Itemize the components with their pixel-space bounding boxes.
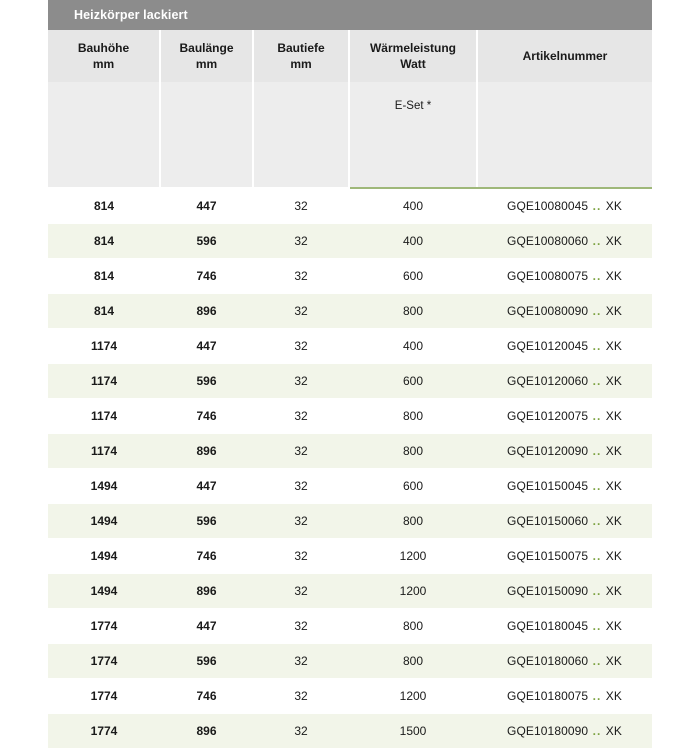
cell-bautiefe: 32 — [253, 259, 349, 294]
table-row — [48, 609, 652, 644]
table-header-row — [48, 30, 652, 82]
table-row — [48, 644, 652, 679]
artikelnummer-placeholder-dots: .. — [592, 654, 602, 669]
artikelnummer-suffix: XK — [605, 444, 622, 459]
cell-waermeleistung: 800 — [349, 504, 477, 539]
cell-baulaenge: 447 — [160, 609, 253, 644]
table-row — [48, 469, 652, 504]
cell-artikelnummer — [477, 539, 652, 574]
cell-bauhoehe: 814 — [48, 294, 160, 329]
cell-bautiefe: 32 — [253, 644, 349, 679]
column-header-artikelnummer-label: Artikelnummer — [522, 49, 608, 64]
cell-artikelnummer — [477, 469, 652, 504]
cell-bautiefe: 32 — [253, 294, 349, 329]
cell-baulaenge: 447 — [160, 188, 253, 224]
artikelnummer-suffix: XK — [605, 339, 622, 354]
cell-baulaenge: 447 — [160, 329, 253, 364]
cell-baulaenge: 596 — [160, 364, 253, 399]
column-header-bautiefe-label: Bautiefe — [277, 41, 325, 55]
table-row — [48, 714, 652, 749]
artikelnummer-placeholder-dots: .. — [592, 339, 602, 354]
artikelnummer-prefix: GQE10120060 — [507, 374, 589, 389]
artikelnummer-prefix: GQE10180045 — [507, 619, 589, 634]
cell-bautiefe: 32 — [253, 329, 349, 364]
cell-bauhoehe: 1494 — [48, 574, 160, 609]
table-row — [48, 434, 652, 469]
artikelnummer-placeholder-dots: .. — [592, 269, 602, 284]
column-header-baulaenge — [160, 30, 253, 82]
artikelnummer-placeholder-dots: .. — [592, 584, 602, 599]
cell-bautiefe: 32 — [253, 539, 349, 574]
artikelnummer-suffix: XK — [605, 654, 622, 669]
cell-bautiefe: 32 — [253, 224, 349, 259]
cell-bautiefe: 32 — [253, 469, 349, 504]
artikelnummer-suffix: XK — [605, 374, 622, 389]
cell-waermeleistung: 400 — [349, 329, 477, 364]
table-row — [48, 294, 652, 329]
cell-waermeleistung: 800 — [349, 644, 477, 679]
cell-bautiefe: 32 — [253, 679, 349, 714]
artikelnummer-suffix: XK — [605, 584, 622, 599]
cell-waermeleistung: 1200 — [349, 539, 477, 574]
cell-artikelnummer — [477, 679, 652, 714]
artikelnummer-prefix: GQE10150075 — [507, 549, 589, 564]
artikelnummer-placeholder-dots: .. — [592, 199, 602, 214]
cell-baulaenge: 746 — [160, 539, 253, 574]
cell-artikelnummer — [477, 574, 652, 609]
artikelnummer-suffix: XK — [605, 409, 622, 424]
cell-waermeleistung: 800 — [349, 399, 477, 434]
column-header-waermeleistung-unit: Watt — [400, 57, 426, 72]
cell-artikelnummer — [477, 504, 652, 539]
subheader-bautiefe — [253, 82, 349, 188]
artikelnummer-prefix: GQE10180060 — [507, 654, 589, 669]
cell-waermeleistung: 600 — [349, 469, 477, 504]
artikelnummer-prefix: GQE10120075 — [507, 409, 589, 424]
artikelnummer-suffix: XK — [605, 514, 622, 529]
cell-bauhoehe: 1774 — [48, 644, 160, 679]
cell-bautiefe: 32 — [253, 188, 349, 224]
column-header-waermeleistung — [349, 30, 477, 82]
cell-artikelnummer — [477, 224, 652, 259]
cell-baulaenge: 746 — [160, 679, 253, 714]
cell-baulaenge: 896 — [160, 714, 253, 749]
cell-bauhoehe: 814 — [48, 259, 160, 294]
radiator-spec-table — [48, 0, 652, 749]
column-header-waermeleistung-label: Wärmeleistung — [369, 41, 456, 55]
column-header-bautiefe — [253, 30, 349, 82]
table-row — [48, 364, 652, 399]
cell-baulaenge: 596 — [160, 504, 253, 539]
cell-waermeleistung: 800 — [349, 434, 477, 469]
cell-bauhoehe: 1174 — [48, 434, 160, 469]
cell-bauhoehe: 1494 — [48, 504, 160, 539]
artikelnummer-prefix: GQE10080060 — [507, 234, 589, 249]
cell-artikelnummer — [477, 609, 652, 644]
cell-artikelnummer — [477, 714, 652, 749]
cell-baulaenge: 896 — [160, 294, 253, 329]
cell-waermeleistung: 800 — [349, 609, 477, 644]
artikelnummer-suffix: XK — [605, 549, 622, 564]
subheader-artikelnummer — [477, 82, 652, 188]
column-header-bauhoehe — [48, 30, 160, 82]
table-row — [48, 679, 652, 714]
cell-artikelnummer — [477, 259, 652, 294]
table-row — [48, 539, 652, 574]
artikelnummer-prefix: GQE10120090 — [507, 444, 589, 459]
table-title-row — [48, 0, 652, 30]
cell-bauhoehe: 1774 — [48, 679, 160, 714]
cell-waermeleistung: 1500 — [349, 714, 477, 749]
column-header-bautiefe-unit: mm — [290, 57, 312, 72]
cell-artikelnummer — [477, 399, 652, 434]
cell-artikelnummer — [477, 329, 652, 364]
artikelnummer-suffix: XK — [605, 724, 622, 739]
cell-artikelnummer — [477, 434, 652, 469]
column-header-baulaenge-unit: mm — [195, 57, 218, 72]
cell-baulaenge: 746 — [160, 399, 253, 434]
artikelnummer-prefix: GQE10150090 — [507, 584, 589, 599]
cell-baulaenge: 746 — [160, 259, 253, 294]
cell-bautiefe: 32 — [253, 714, 349, 749]
cell-artikelnummer — [477, 364, 652, 399]
artikelnummer-suffix: XK — [605, 479, 622, 494]
cell-bautiefe: 32 — [253, 364, 349, 399]
artikelnummer-prefix: GQE10150045 — [507, 479, 589, 494]
artikelnummer-placeholder-dots: .. — [592, 689, 602, 704]
column-header-artikelnummer — [477, 30, 652, 82]
cell-bauhoehe: 1494 — [48, 539, 160, 574]
column-header-bauhoehe-label: Bauhöhe — [77, 41, 130, 55]
table-row — [48, 259, 652, 294]
artikelnummer-prefix: GQE10180075 — [507, 689, 589, 704]
cell-bauhoehe: 1774 — [48, 714, 160, 749]
cell-baulaenge: 896 — [160, 434, 253, 469]
cell-artikelnummer — [477, 294, 652, 329]
artikelnummer-suffix: XK — [605, 269, 622, 284]
table-row — [48, 224, 652, 259]
cell-waermeleistung: 1200 — [349, 679, 477, 714]
cell-baulaenge: 596 — [160, 644, 253, 679]
subheader-baulaenge — [160, 82, 253, 188]
cell-waermeleistung: 600 — [349, 364, 477, 399]
cell-bauhoehe: 1174 — [48, 364, 160, 399]
table-row — [48, 574, 652, 609]
artikelnummer-prefix: GQE10120045 — [507, 339, 589, 354]
cell-bautiefe: 32 — [253, 434, 349, 469]
cell-bauhoehe: 1774 — [48, 609, 160, 644]
artikelnummer-prefix: GQE10180090 — [507, 724, 589, 739]
artikelnummer-prefix: GQE10080090 — [507, 304, 589, 319]
cell-bauhoehe: 1494 — [48, 469, 160, 504]
cell-bautiefe: 32 — [253, 399, 349, 434]
cell-bautiefe: 32 — [253, 504, 349, 539]
artikelnummer-placeholder-dots: .. — [592, 409, 602, 424]
artikelnummer-placeholder-dots: .. — [592, 234, 602, 249]
artikelnummer-placeholder-dots: .. — [592, 374, 602, 389]
artikelnummer-suffix: XK — [605, 619, 622, 634]
cell-bautiefe: 32 — [253, 574, 349, 609]
artikelnummer-suffix: XK — [605, 234, 622, 249]
cell-bautiefe: 32 — [253, 609, 349, 644]
artikelnummer-prefix: GQE10150060 — [507, 514, 589, 529]
cell-waermeleistung: 800 — [349, 294, 477, 329]
cell-baulaenge: 596 — [160, 224, 253, 259]
table-row — [48, 329, 652, 364]
table-row — [48, 188, 652, 224]
cell-waermeleistung: 600 — [349, 259, 477, 294]
cell-bauhoehe: 814 — [48, 188, 160, 224]
artikelnummer-placeholder-dots: .. — [592, 619, 602, 634]
cell-baulaenge: 896 — [160, 574, 253, 609]
artikelnummer-placeholder-dots: .. — [592, 724, 602, 739]
cell-waermeleistung: 400 — [349, 188, 477, 224]
cell-artikelnummer — [477, 188, 652, 224]
subheader-eset: E-Set * — [349, 82, 477, 188]
artikelnummer-suffix: XK — [605, 199, 622, 214]
table-body — [48, 188, 652, 749]
table-row — [48, 504, 652, 539]
cell-waermeleistung: 400 — [349, 224, 477, 259]
cell-waermeleistung: 1200 — [349, 574, 477, 609]
table-title: Heizkörper lackiert — [48, 0, 652, 30]
cell-artikelnummer — [477, 644, 652, 679]
table-subheader-row — [48, 82, 652, 188]
artikelnummer-placeholder-dots: .. — [592, 514, 602, 529]
cell-bauhoehe: 814 — [48, 224, 160, 259]
cell-bauhoehe: 1174 — [48, 399, 160, 434]
artikelnummer-placeholder-dots: .. — [592, 304, 602, 319]
cell-baulaenge: 447 — [160, 469, 253, 504]
artikelnummer-suffix: XK — [605, 304, 622, 319]
artikelnummer-suffix: XK — [605, 689, 622, 704]
column-header-baulaenge-label: Baulänge — [179, 41, 234, 55]
artikelnummer-placeholder-dots: .. — [592, 444, 602, 459]
artikelnummer-prefix: GQE10080075 — [507, 269, 589, 284]
cell-bauhoehe: 1174 — [48, 329, 160, 364]
table-row — [48, 399, 652, 434]
subheader-bauhoehe — [48, 82, 160, 188]
column-header-bauhoehe-unit: mm — [92, 57, 115, 72]
artikelnummer-placeholder-dots: .. — [592, 549, 602, 564]
artikelnummer-placeholder-dots: .. — [592, 479, 602, 494]
artikelnummer-prefix: GQE10080045 — [507, 199, 589, 214]
